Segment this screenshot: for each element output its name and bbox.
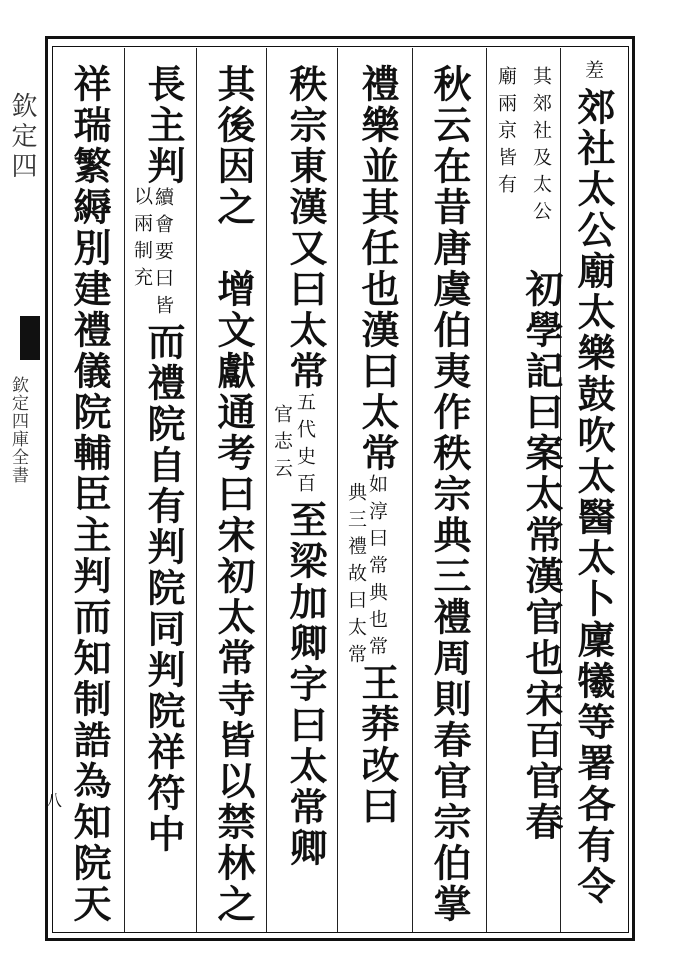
fish-tail-mark: [20, 316, 40, 360]
annotation-text: 官志云: [271, 404, 293, 485]
column-rule: [196, 48, 197, 932]
annotation-text: 以兩制充: [131, 186, 153, 294]
main-text: 至梁加卿字曰太常卿: [283, 500, 328, 869]
text-column-5-annotation: [272, 404, 291, 485]
main-text: 初學記曰案太常漢官也宋百官春: [519, 228, 564, 843]
main-text: 祥瑞繁縟別建禮儀院輔臣主判而知制誥為知院天: [67, 64, 112, 925]
book-title: 欽定四庫全書: [8, 376, 28, 484]
column-rule: [412, 48, 413, 932]
column-rule: [124, 48, 125, 932]
text-column-7-annotation: [132, 186, 151, 294]
text-column-8: [67, 64, 112, 925]
text-column-6: [211, 64, 256, 925]
text-column-2: [519, 66, 564, 843]
annotation-text: 五代史百: [294, 392, 316, 500]
main-text: 秩宗東漢又曰太常: [283, 64, 328, 392]
text-column-2-annotation: [496, 66, 515, 201]
column-rule: [337, 48, 338, 932]
main-text: 王莽改曰: [355, 663, 400, 827]
page-number: 八: [46, 791, 63, 810]
main-text: 其後因之 增文獻通考曰宋初太常寺皆以禁林之: [211, 64, 256, 925]
column-rule: [486, 48, 487, 932]
main-text: 秋云在昔唐虞伯夷作秩宗典三禮周則春官宗伯掌: [427, 64, 472, 925]
running-head: 欽定四: [7, 92, 37, 182]
text-column-3: [427, 64, 472, 925]
annotation-text: 典三禮故曰太常: [345, 482, 367, 671]
annotation-text: 廟兩京皆有: [495, 66, 517, 201]
annotation-text: 如淳曰常典也常: [366, 474, 388, 663]
page-spine: [0, 36, 63, 941]
main-text: 郊社太公廟太樂鼓吹太醫太卜廩犧等署各有令: [571, 87, 616, 907]
annotation-text: 續會要曰皆: [152, 187, 174, 322]
annotation-text: 差: [582, 60, 604, 87]
main-text: 長主判: [141, 64, 186, 187]
text-column-1: [571, 60, 616, 907]
annotation-text: 其郊社及太公: [530, 66, 552, 228]
column-rule: [266, 48, 267, 932]
text-column-4-annotation: [346, 482, 365, 671]
main-text: 而禮院自有判院同判院祥符中: [141, 322, 186, 855]
main-text: 禮樂並其任也漢曰太常: [355, 64, 400, 474]
